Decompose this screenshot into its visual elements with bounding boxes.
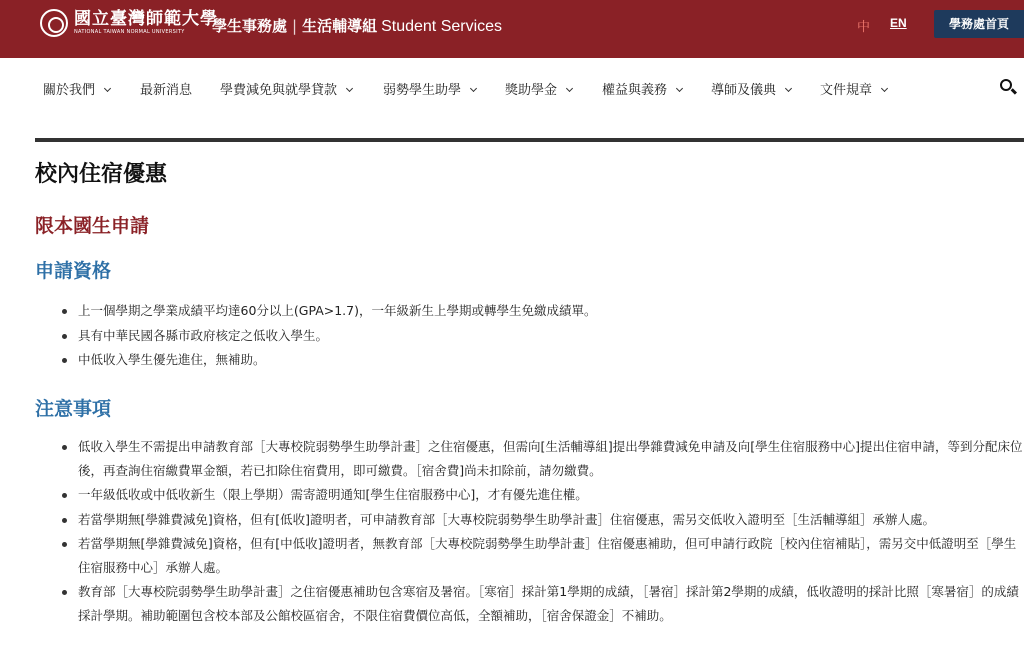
nav-item-aid[interactable] bbox=[383, 79, 476, 98]
chevron-down-icon bbox=[346, 85, 353, 92]
list-item: 若當學期無[學雜費減免]資格，但有[低收]證明者，可申請教育部［大專校院弱勢學生助學計畫］住宿優惠，需另交低收入證明至［生活輔導組］承辦人處。 bbox=[58, 508, 1024, 532]
nav-item-documents[interactable] bbox=[820, 79, 887, 98]
office-home-button[interactable]: 學務處首頁 bbox=[934, 10, 1024, 38]
nav-item-label: 文件規章 bbox=[820, 83, 873, 98]
list-item: 具有中華民國各縣市政府核定之低收入學生。 bbox=[58, 324, 698, 348]
nav-item-scholarship[interactable] bbox=[505, 79, 572, 98]
nav-item-label: 權益與義務 bbox=[602, 83, 668, 98]
nav-item-about[interactable] bbox=[43, 79, 110, 98]
group-name: 生活輔導組 bbox=[302, 17, 378, 35]
nav-item-label: 最新消息 bbox=[140, 83, 193, 98]
university-logo[interactable] bbox=[40, 9, 218, 37]
nav-item-label: 導師及儀典 bbox=[711, 83, 777, 98]
chevron-down-icon bbox=[566, 85, 573, 92]
nav-item-rights[interactable] bbox=[602, 79, 682, 98]
group-english-name: Student Services bbox=[381, 18, 503, 35]
section-heading-eligibility: 申請資格 bbox=[35, 260, 112, 282]
main-nav bbox=[0, 58, 1024, 118]
logo-english-name: NATIONAL TAIWAN NORMAL UNIVERSITY bbox=[74, 29, 185, 35]
nav-item-label: 學費減免與就學貸款 bbox=[220, 83, 338, 98]
chevron-down-icon bbox=[676, 85, 683, 92]
chevron-down-icon bbox=[785, 85, 792, 92]
search-icon[interactable] bbox=[1000, 79, 1012, 91]
chevron-down-icon bbox=[470, 85, 477, 92]
university-seal-icon bbox=[40, 9, 68, 37]
language-chinese-link[interactable]: 中 bbox=[857, 20, 871, 35]
notes-list bbox=[58, 435, 1024, 628]
page-title: 校內住宿優惠 bbox=[35, 162, 168, 187]
nav-item-label: 弱勢學生助學 bbox=[383, 83, 462, 98]
list-item: 若當學期無[學雜費減免]資格，但有[中低收]證明者，無教育部［大專校院弱勢學生助學計畫］住宿優惠補助，但可申請行政院［校內住宿補貼］，需另交中低證明至［學生住宿服務中心］承辦人處。 bbox=[58, 532, 1024, 579]
eligibility-list bbox=[58, 299, 698, 373]
site-header bbox=[0, 0, 1024, 58]
logo-text bbox=[74, 10, 218, 36]
nav-item-label: 關於我們 bbox=[43, 83, 96, 98]
nav-item-label: 獎助學金 bbox=[505, 83, 558, 98]
site-title[interactable] bbox=[212, 15, 502, 36]
list-item: 中低收入學生優先進住，無補助。 bbox=[58, 348, 698, 372]
title-separator: | bbox=[292, 17, 298, 35]
list-item: 教育部［大專校院弱勢學生助學計畫］之住宿優惠補助包含寒宿及暑宿。［寒宿］採計第1學期的成績，［暑宿］採計第2學期的成績，低收證明的採計比照［寒暑宿］的成績採計學期。補助範圍包含校本部及公館校區宿舍，不限住宿費價位高低，全額補助，［宿舍保證金］不補助。 bbox=[58, 580, 1024, 627]
page-subtitle: 限本國生申請 bbox=[35, 215, 150, 237]
list-item: 上一個學期之學業成績平均達60分以上(GPA>1.7)，一年級新生上學期或轉學生免繳成績單。 bbox=[58, 299, 698, 323]
list-item: 低收入學生不需提出申請教育部［大專校院弱勢學生助學計畫］之住宿優惠，但需向[生活輔導組]提出學雜費減免申請及向[學生住宿服務中心]提出住宿申請，等到分配床位後，再查詢住宿繳費單金額，若已扣除住宿費用，即可繳費。［宿舍費]尚未扣除前，請勿繳費。 bbox=[58, 435, 1024, 482]
title-divider bbox=[35, 138, 1024, 142]
chevron-down-icon bbox=[881, 85, 888, 92]
chevron-down-icon bbox=[104, 85, 111, 92]
nav-item-news[interactable] bbox=[140, 79, 192, 98]
language-english-link[interactable]: EN bbox=[890, 16, 907, 30]
office-name: 學生事務處 bbox=[212, 17, 288, 35]
list-item: 一年級低收或中低收新生（限上學期）需寄證明通知[學生住宿服務中心]，才有優先進住權。 bbox=[58, 483, 1024, 507]
logo-chinese-name: 國立臺灣師範大學 bbox=[74, 9, 218, 29]
nav-item-mentor[interactable] bbox=[711, 79, 791, 98]
nav-item-tuition[interactable] bbox=[220, 79, 352, 98]
section-heading-notes: 注意事項 bbox=[35, 398, 112, 420]
